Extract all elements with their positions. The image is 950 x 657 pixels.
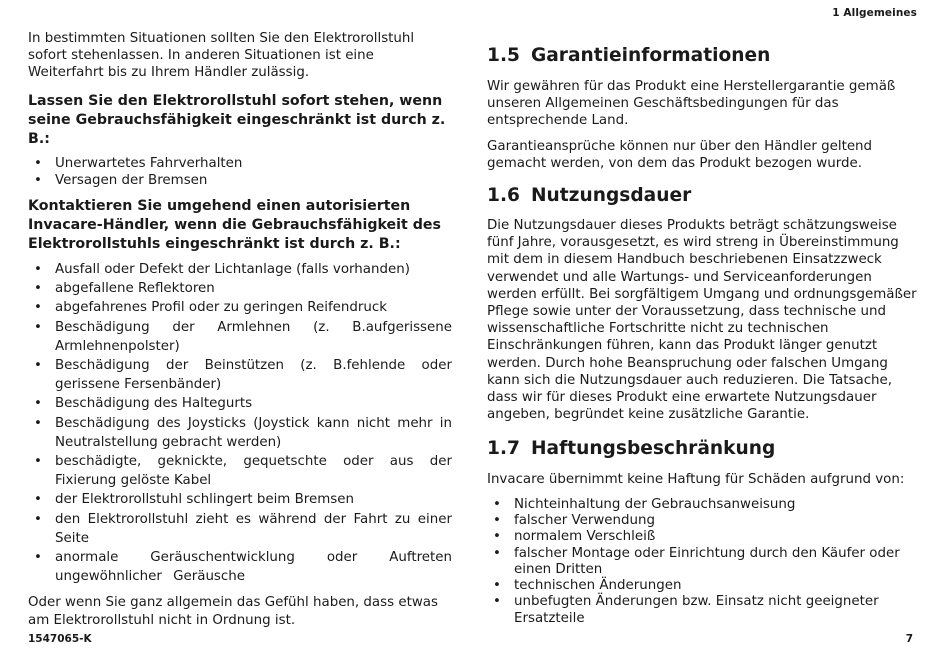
section-title: Nutzungsdauer <box>531 185 692 207</box>
list-item: • Ausfall oder Defekt der Lichtanlage (falls vorhanden) <box>28 260 452 279</box>
list-item: • Unerwartetes Fahrverhalten <box>28 155 452 172</box>
list-item: • der Elektrorollstuhl schlingert beim Bremsen <box>28 490 452 509</box>
page-number: 7 <box>905 632 913 645</box>
list-item: • abgefallene Reflektoren <box>28 279 452 298</box>
warranty-paragraph-1: Wir gewähren für das Produkt eine Herstellergarantie gemäß unseren Allgemeinen Geschäftsbedingungen für das entsprechende Land. <box>487 79 896 129</box>
list-item: • Beschädigung des Joysticks (Joystick kann nicht mehr in Neutralstellung gebracht werden) <box>28 414 452 452</box>
section-number: 1.5 <box>487 45 520 66</box>
list-item: • Beschädigung der Armlehnen (z. B.aufgerissene Armlehnenpolster) <box>28 318 452 356</box>
contact-list <box>28 260 452 586</box>
section-number: 1.7 <box>487 438 520 460</box>
chapter-header: 1 Allgemeines <box>832 7 917 19</box>
section-heading-1-6 <box>487 184 919 208</box>
contact-heading: Kontaktieren Sie umgehend einen autorisierten Invacare-Händler, wenn die Gebrauchsfähigkeit des Elektrorollstuhls eingeschränkt ist durch z. B.: <box>28 198 441 253</box>
stop-list <box>28 155 452 189</box>
list-item: • technischen Änderungen <box>487 578 919 594</box>
warranty-paragraph-2: Garantieansprüche können nur über den Händler geltend gemacht werden, von dem das Produkt bezogen wurde. <box>487 138 873 171</box>
list-item: • falscher Verwendung <box>487 513 919 529</box>
list-item: • anormale Geräuschentwicklung oder Auftreten ungewöhnlicher Geräusche <box>28 548 452 586</box>
list-item: • falscher Montage oder Einrichtung durch den Käufer oder einen Dritten <box>487 546 919 579</box>
service-life-paragraph: Die Nutzungsdauer dieses Produkts beträgt schätzungsweise fünf Jahre, vorausgesetzt, es wird streng in Übereinstimmung mit dem in diesem Handbuch beschriebenen Einsatzzweck verwendet und alle Wartungs- und Serviceanforderungen werden erfüllt. Bei sorgfältigem Umgang und ordnungsgemäßer Pflege sowie unter der Voraussetzung, dass technische und wissenschaftliche Fortschritte nicht zu technischen Einschränkungen führen, kann das Produkt länger genutzt werden. Durch hohe Beanspruchung oder falschen Umgang kann sich die Nutzungsdauer auch reduzieren. Die Tatsache, dass wir für dieses Produkt eine erwartete Nutzungsdauer angeben, begründet keine zusätzliche Garantie. <box>487 218 917 423</box>
closing-paragraph: Oder wenn Sie ganz allgemein das Gefühl haben, dass etwas am Elektrorollstuhl nicht in Ordnung ist. <box>28 595 438 628</box>
section-heading-1-5 <box>487 44 919 68</box>
list-item: • unbefugten Änderungen bzw. Einsatz nicht geeigneter Ersatzteile <box>487 594 919 627</box>
list-item: • Nichteinhaltung der Gebrauchsanweisung <box>487 497 919 513</box>
section-heading-1-7 <box>487 437 919 461</box>
right-column <box>487 44 919 627</box>
section-title: Haftungsbeschränkung <box>531 438 776 460</box>
section-number: 1.6 <box>487 185 520 207</box>
stop-heading: Lassen Sie den Elektrorollstuhl sofort stehen, wenn seine Gebrauchsfähigkeit eingeschränkt ist durch z. B.: <box>28 92 446 147</box>
list-item: • Versagen der Bremsen <box>28 172 452 189</box>
list-item: • beschädigte, geknickte, gequetschte oder aus der Fixierung gelöste Kabel <box>28 452 452 490</box>
left-column <box>28 30 452 629</box>
list-item: • Beschädigung des Haltegurts <box>28 394 452 413</box>
liability-intro: Invacare übernimmt keine Haftung für Schäden aufgrund von: <box>487 472 905 488</box>
section-title: Garantieinformationen <box>531 45 771 66</box>
list-item: • abgefahrenes Profil oder zu geringen Reifendruck <box>28 298 452 317</box>
list-item: • den Elektrorollstuhl zieht es während der Fahrt zu einer Seite <box>28 510 452 548</box>
document-number: 1547065-K <box>28 632 92 645</box>
intro-paragraph: In bestimmten Situationen sollten Sie den Elektrorollstuhl sofort stehenlassen. In anderen Situationen ist eine Weiterfahrt bis zu Ihrem Händler zulässig. <box>28 31 415 81</box>
list-item: • Beschädigung der Beinstützen (z. B.fehlende oder gerissene Fersenbänder) <box>28 356 452 394</box>
list-item: • normalem Verschleiß <box>487 529 919 545</box>
liability-list <box>487 497 919 627</box>
